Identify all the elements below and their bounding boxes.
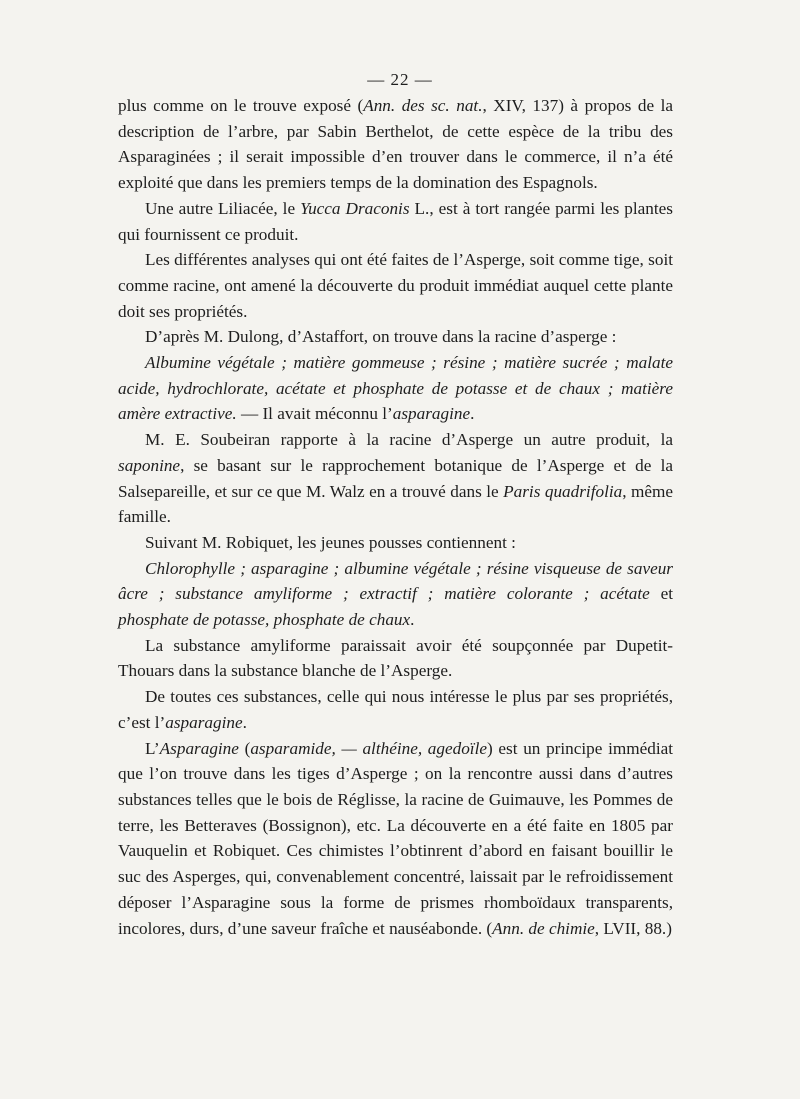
text-run: .	[242, 712, 247, 732]
text-run: Suivant M. Robiquet, les jeunes pousses contiennent :	[145, 532, 516, 552]
paragraph-2	[118, 196, 673, 247]
citation-italic: Ann. de chimie	[492, 918, 595, 938]
paragraph-11	[118, 736, 673, 942]
species-name: Paris quadrifolia	[503, 481, 623, 501]
text-run: et	[649, 584, 673, 604]
compound-name: asparagine	[165, 712, 243, 732]
body-text	[118, 93, 673, 941]
text-run: — Il avait méconnu l’	[236, 404, 393, 424]
paragraph-4	[118, 324, 673, 350]
paragraph-6	[118, 427, 673, 530]
text-run: plus comme on le trouve exposé (	[118, 96, 364, 115]
synonyms: asparamide, — althéine, agedoïle	[250, 738, 487, 758]
paragraph-3	[118, 247, 673, 324]
text-run: La substance amyliforme paraissait avoir été soupçonnée par Dupetit-Thouars dans la substance blanche de l’Asperge.	[118, 635, 673, 681]
compound-list: phosphate de potasse, phosphate de chaux	[118, 610, 411, 630]
text-run: Les différentes analyses qui ont été faites de l’Asperge, soit comme tige, soit comme racine, ont amené la découverte du produit immédiat auquel cette plante doit ses propriétés.	[118, 250, 673, 321]
text-run: M. E. Soubeiran rapporte à la racine d’Asperge un autre produit, la	[145, 430, 673, 450]
compound-name: asparagine	[392, 404, 471, 424]
paragraph-8	[118, 556, 673, 633]
text-run: .	[470, 404, 475, 424]
paragraph-5	[118, 350, 673, 427]
text-run: (	[238, 738, 251, 758]
citation-italic: Ann. des sc. nat.	[363, 96, 483, 115]
compound-name: Asparagine	[159, 738, 239, 758]
paragraph-7	[118, 530, 673, 556]
text-run: ) est un principe immédiat que l’on trouve dans les tiges d’Asperge ; on la rencontre aussi dans d’autres substances telles que le bois de Réglisse, la racine de Guimauve, les Pommes de terre, les Betteraves (Bossignon), etc. La découverte en a été faite en 1805 par Vauquelin et Robiquet. Ces chimistes l’obtinrent d’abord en faisant bouillir le suc des Asperges, qui, convenablement concentré, laissait par le refroidissement déposer l’Asparagine sous la forme de prismes rhomboïdaux transparents, incolores, durs, d’une saveur fraîche et nauséabonde. (	[118, 738, 673, 938]
text-run: L., est à tort rangée parmi les plantes qui fournissent ce produit.	[118, 198, 673, 244]
text-run: .	[410, 610, 415, 630]
compound-list: Chlorophylle ; asparagine ; albumine végétale ; résine visqueuse de saveur âcre ; substance amyliforme ; extractif ; matière colorante ; acétate	[118, 558, 673, 604]
compound-list: Albumine végétale ; matière gommeuse ; résine ; matière sucrée ; malate acide, hydrochlorate, acétate et phosphate de potasse et de chaux ; matière amère extractive.	[118, 353, 673, 424]
text-run: L’	[145, 738, 160, 758]
text-run: , se basant sur le rapprochement botanique de l’Asperge et de la Salsepareille, et sur ce que M. Walz en a trouvé dans le	[118, 455, 673, 501]
page-number: — 22 —	[367, 70, 433, 89]
text-run: , XIV, 137) à propos de la description de l’arbre, par Sabin Berthelot, de cette espèce de la tribu des Asparaginées ; il serait impossible d’en trouver dans le commerce, il n’a été exploité que dans les premiers temps de la domination des Espagnols.	[118, 96, 673, 193]
species-name: Yucca Draconis	[300, 198, 410, 218]
text-run: , même famille.	[118, 481, 673, 527]
text-run: , LVII, 88.)	[594, 918, 672, 938]
text-run: Une autre Liliacée, le	[145, 198, 301, 218]
text-run: D’après M. Dulong, d’Astaffort, on trouve dans la racine d’asperge :	[145, 327, 617, 347]
text-run: De toutes ces substances, celle qui nous intéresse le plus par ses propriétés, c’est l’	[118, 687, 673, 732]
paragraph-10	[118, 684, 673, 735]
paragraph-9	[118, 633, 673, 684]
paragraph-1	[118, 93, 673, 196]
compound-name: saponine	[118, 455, 181, 475]
